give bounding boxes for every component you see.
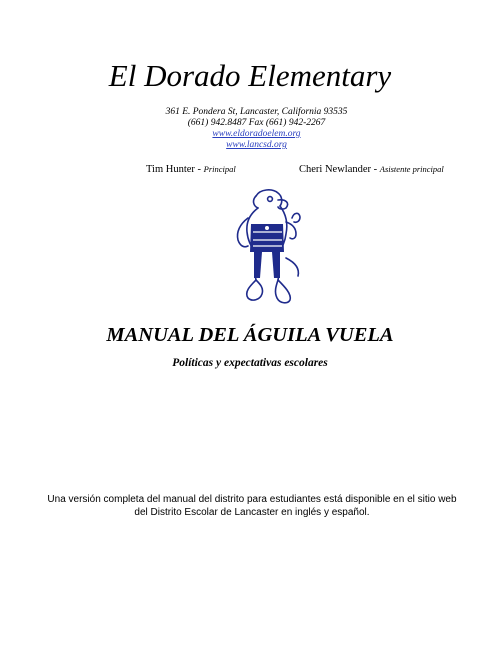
handbook-title: MANUAL DEL ÁGUILA VUELA [106, 324, 394, 346]
assistant-separator: - [371, 164, 380, 175]
assistant-principal-line [299, 163, 444, 176]
principal-separator: - [194, 164, 204, 175]
principal-line [146, 163, 236, 176]
eagle-mascot-icon [226, 188, 310, 310]
assistant-principal-name: Cheri Newlander [299, 164, 372, 175]
district-website-link[interactable]: www.lancsd.org [226, 140, 287, 150]
school-website-link[interactable]: www.eldoradoelem.org [212, 129, 301, 139]
principal-name: Tim Hunter [146, 164, 195, 175]
principal-role: Principal [203, 164, 236, 174]
handbook-subtitle: Políticas y expectativas escolares [172, 357, 328, 369]
school-name: El Dorado Elementary [108, 58, 392, 93]
district-handbook-note: Una versión completa del manual del distrito para estudiantes está disponible en el sitio web del Distrito Escolar de Lancaster en inglés y español. [47, 494, 457, 518]
school-phone-fax: (661) 942.8487 Fax (661) 942-2267 [187, 118, 326, 128]
assistant-principal-role: Asistente principal [379, 164, 444, 174]
school-address: 361 E. Pondera St, Lancaster, California 93535 [165, 107, 348, 117]
